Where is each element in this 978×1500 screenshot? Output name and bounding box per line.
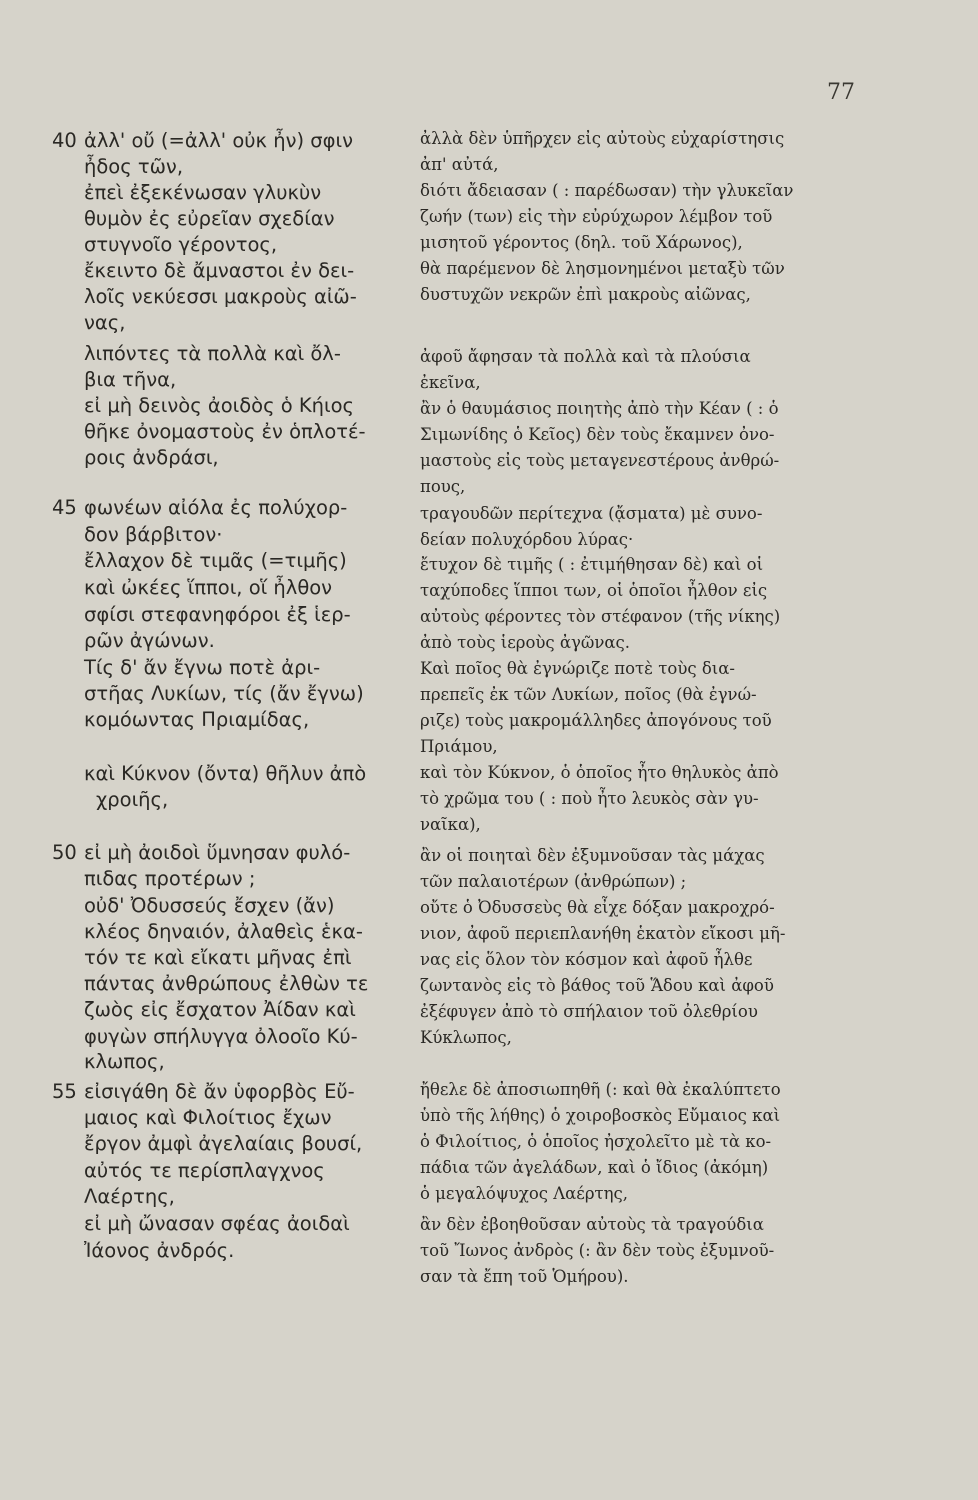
translation-line: ἂν οἱ ποιηταὶ δὲν ἐξυμνοῦσαν τὰς μάχας — [420, 846, 765, 865]
original-line: Ἰάονος ἀνδρός. — [84, 1239, 235, 1262]
translation-line: Κύκλωπος, — [420, 1028, 512, 1047]
translation-line: δείαν πολυχόρδου λύρας· — [420, 530, 634, 549]
original-line: ἀλλ' οὔ (=ἀλλ' οὐκ ἦν) σφιν — [84, 129, 354, 152]
translation-line: τραγουδῶν περίτεχνα (ᾄσματα) μὲ συνο- — [420, 504, 763, 523]
translation-line: ὁ μεγαλόψυχος Λαέρτης, — [420, 1184, 629, 1203]
translation-line: πους, — [420, 477, 466, 496]
translation-line: καὶ τὸν Κύκνον, ὁ ὁποῖος ἦτο θηλυκὸς ἀπὸ — [420, 763, 779, 782]
original-line: πιδας προτέρων ; — [84, 867, 256, 890]
original-line: λιπόντες τὰ πολλὰ καὶ ὄλ- — [84, 342, 341, 365]
translation-line: ὁ Φιλοίτιος, ὁ ὁποῖος ἠσχολεῖτο μὲ τὰ κο- — [420, 1132, 772, 1151]
original-line: ἔκειντο δὲ ἄμναστοι ἐν δει- — [84, 259, 355, 282]
original-line: σφίσι στεφανηφόροι ἐξ ἱερ- — [84, 603, 351, 626]
original-line: μαιος καὶ Φιλοίτιος ἔχων — [84, 1106, 332, 1129]
translation-line: Σιμωνίδης ὁ Κεῖος) δὲν τοὺς ἔκαμνεν ὀνο- — [420, 425, 775, 444]
translation-line: Πριάμου, — [420, 737, 498, 756]
original-line: εἰ μὴ ὤνασαν σφέας ἀοιδαὶ — [84, 1212, 350, 1235]
translation-line: ἀπ' αὐτά, — [420, 155, 499, 174]
original-line: ζωὸς εἰς ἔσχατον Ἀίδαν καὶ — [84, 998, 356, 1021]
translation-line: ἐξέφυγεν ἀπὸ τὸ σπήλαιον τοῦ ὀλεθρίου — [420, 1002, 758, 1021]
original-line: ροις ἀνδράσι, — [84, 446, 219, 469]
translation-line: νιον, ἀφοῦ περιεπλανήθη ἑκατὸν εἴκοσι μῆ- — [420, 924, 786, 943]
translation-line: τῶν παλαιοτέρων (ἀνθρώπων) ; — [420, 872, 687, 891]
original-line: εἰ μὴ δεινὸς ἀοιδὸς ὁ Κήιος — [84, 394, 354, 417]
line-number: 45 — [52, 496, 77, 519]
original-line: βια τῆνα, — [84, 368, 177, 391]
line-number: 50 — [52, 841, 77, 864]
translation-line: διότι ἄδειασαν ( : παρέδωσαν) τὴν γλυκεῖαν — [420, 181, 794, 200]
original-line: οὐδ' Ὀδυσσεύς ἔσχεν (ἄν) — [84, 894, 335, 917]
original-line: ἔργον ἀμφὶ ἀγελαίαις βουσί, — [84, 1132, 363, 1155]
translation-line: πρεπεῖς ἐκ τῶν Λυκίων, ποῖος (θὰ ἐγνώ- — [420, 685, 757, 704]
original-line: πάντας ἀνθρώπους ἐλθὼν τε — [84, 972, 369, 995]
original-line: ἐπεὶ ἐξεκένωσαν γλυκὺν — [84, 181, 322, 204]
original-line: χροιῆς, — [96, 788, 169, 811]
translation-line: θὰ παρέμενον δὲ λησμονημένοι μεταξὺ τῶν — [420, 259, 785, 278]
original-line: καὶ Κύκνον (ὄντα) θῆλυν ἀπὸ — [84, 762, 367, 785]
original-line: εἰ μὴ ἀοιδοὶ ὕμνησαν φυλό- — [84, 841, 351, 864]
translation-line: ζωντανὸς εἰς τὸ βάθος τοῦ Ἅδου καὶ ἀφοῦ — [420, 976, 774, 995]
original-line: εἰσιγάθη δὲ ἄν ὑφορβὸς Εὔ- — [84, 1080, 355, 1103]
translation-line: ἀπὸ τοὺς ἱεροὺς ἀγῶνας. — [420, 633, 631, 652]
page-number: 77 — [827, 80, 855, 105]
translation-line: ἐκεῖνα, — [420, 373, 481, 392]
original-line: Τίς δ' ἄν ἔγνω ποτὲ ἀρι- — [84, 656, 321, 679]
original-line: καὶ ὠκέες ἵπποι, οἵ ἦλθον — [84, 576, 333, 599]
translation-line: μαστοὺς εἰς τοὺς μεταγενεστέρους ἀνθρώ- — [420, 451, 780, 470]
original-line: στυγνοῖο γέροντος, — [84, 233, 278, 256]
original-line: αὐτός τε περίσπλαγχνος — [84, 1159, 325, 1182]
translation-line: Καὶ ποῖος θὰ ἐγνώριζε ποτὲ τοὺς δια- — [420, 659, 735, 678]
translation-line: δυστυχῶν νεκρῶν ἐπὶ μακροὺς αἰῶνας, — [420, 285, 751, 304]
translation-line: ἤθελε δὲ ἀποσιωπηθῆ (: καὶ θὰ ἐκαλύπτετο — [420, 1080, 781, 1099]
line-number: 40 — [52, 129, 77, 152]
original-line: θῆκε ὀνομαστοὺς ἐν ὁπλοτέ- — [84, 420, 366, 443]
translation-line: σαν τὰ ἔπη τοῦ Ὁμήρου). — [420, 1267, 629, 1286]
translation-line: πάδια τῶν ἀγελάδων, καὶ ὁ ἴδιος (ἀκόμη) — [420, 1158, 769, 1177]
translation-line: οὔτε ὁ Ὀδυσσεὺς θὰ εἶχε δόξαν μακροχρό- — [420, 898, 775, 917]
translation-line: ἔτυχον δὲ τιμῆς ( : ἐτιμήθησαν δὲ) καὶ οἱ — [420, 555, 764, 574]
original-line: κλέος δηναιόν, ἀλαθεὶς ἑκα- — [84, 920, 363, 943]
translation-line: ἂν δὲν ἐβοηθοῦσαν αὐτοὺς τὰ τραγούδια — [420, 1215, 764, 1234]
translation-line: μισητοῦ γέροντος (δηλ. τοῦ Χάρωνος), — [420, 233, 743, 252]
original-line: φωνέων αἰόλα ἐς πολύχορ- — [84, 496, 348, 519]
original-line: δον βάρβιτον· — [84, 523, 223, 546]
original-line: στῆας Λυκίων, τίς (ἄν ἔγνω) — [84, 682, 364, 705]
original-line: ρῶν ἀγώνων. — [84, 629, 215, 652]
original-line: κομόωντας Πριαμίδας, — [84, 708, 310, 731]
translation-line: ἀφοῦ ἄφησαν τὰ πολλὰ καὶ τὰ πλούσια — [420, 347, 751, 366]
translation-line: νας εἰς ὅλον τὸν κόσμον καὶ ἀφοῦ ἦλθε — [420, 950, 753, 969]
original-line: ἦδος τῶν, — [84, 155, 184, 178]
line-number: 55 — [52, 1080, 77, 1103]
original-line: τόν τε καὶ εἴκατι μῆνας ἐπὶ — [84, 946, 352, 969]
original-line: κλωπος, — [84, 1050, 165, 1073]
original-line: θυμὸν ἐς εὐρεῖαν σχεδίαν — [84, 207, 335, 230]
original-line: Λαέρτης, — [84, 1185, 175, 1208]
original-line: ἔλλαχον δὲ τιμᾶς (=τιμῆς) — [84, 549, 347, 572]
original-line: λοῖς νεκύεσσι μακροὺς αἰῶ- — [84, 285, 357, 308]
translation-line: ζωήν (των) εἰς τὴν εὐρύχωρον λέμβον τοῦ — [420, 207, 773, 226]
translation-line: ριζε) τοὺς μακρομάλληδες ἀπογόνους τοῦ — [420, 711, 772, 730]
translation-line: ὑπὸ τῆς λήθης) ὁ χοιροβοσκὸς Εὔμαιος καὶ — [420, 1106, 781, 1125]
translation-line: ἀλλὰ δὲν ὑπῆρχεν εἰς αὐτοὺς εὐχαρίστησις — [420, 129, 785, 148]
translation-line: τοῦ Ἴωνος ἀνδρὸς (: ἂν δὲν τοὺς ἐξυμνοῦ- — [420, 1241, 775, 1260]
translation-line: ναῖκα), — [420, 815, 481, 834]
translation-line: τὸ χρῶμα του ( : ποὺ ἦτο λευκὸς σὰν γυ- — [420, 789, 759, 808]
translation-line: αὐτοὺς φέροντες τὸν στέφανον (τῆς νίκης) — [420, 607, 781, 626]
translation-line: ταχύποδες ἵπποι των, οἱ ὁποῖοι ἦλθον εἰς — [420, 581, 768, 600]
original-line: νας, — [84, 311, 126, 334]
original-line: φυγὼν σπήλυγγα ὀλοοῖο Κύ- — [84, 1025, 358, 1048]
translation-line: ἂν ὁ θαυμάσιος ποιητὴς ἀπὸ τὴν Κέαν ( : ὁ — [420, 399, 779, 418]
